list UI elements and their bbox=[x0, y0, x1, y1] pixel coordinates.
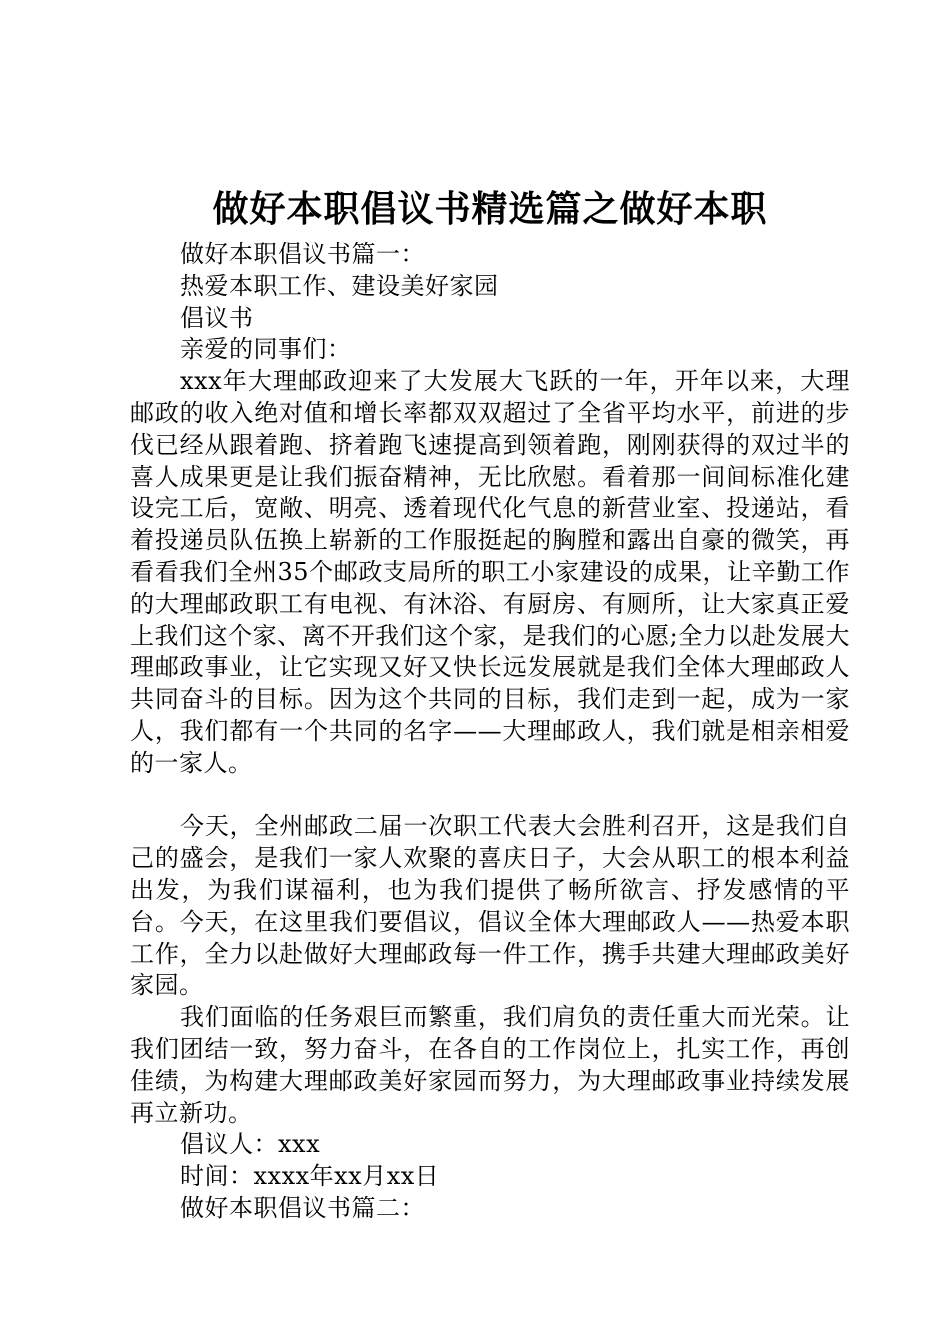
document-body bbox=[130, 239, 850, 1225]
section-heading-two: 做好本职倡议书篇二： bbox=[180, 1193, 425, 1222]
signatory: 倡议人：xxx bbox=[180, 1130, 321, 1159]
date-line: 时间：xxxx年xx月xx日 bbox=[180, 1162, 440, 1191]
document-title: 做好本职倡议书精选篇之做好本职 bbox=[212, 188, 768, 230]
letter-type: 倡议书 bbox=[180, 303, 254, 332]
body-paragraph: xxx年大理邮政迎来了大发展大飞跃的一年，开年以来，大理邮政的收入绝对值和增长率都双双超过了全省平均水平，前进的步伐已经从跟着跑、挤着跑飞速提高到领着跑，刚刚获得的双过半的喜人成果更是让我们振奋精神，无比欣慰。看着那一间间标准化建设完工后，宽敞、明亮、透着现代化气息的新营业室、投递站，看着投递员队伍换上崭新的工作服挺起的胸膛和露出自豪的微笑，再看看我们全州35个邮政支局所的职工小家建设的成果，让辛勤工作的大理邮政职工有电视、有沐浴、有厨房、有厕所，让大家真正爱上我们这个家、离不开我们这个家，是我们的心愿;全力以赴发展大理邮政事业，让它实现又好又快长远发展就是我们全体大理邮政人共同奋斗的目标。因为这个共同的目标，我们走到一起，成为一家人，我们都有一个共同的名字——大理邮政人，我们就是相亲相爱的一家人。 bbox=[130, 367, 850, 777]
subtitle: 热爱本职工作、建设美好家园 bbox=[180, 271, 499, 300]
body-paragraph: 我们面临的任务艰巨而繁重，我们肩负的责任重大而光荣。让我们团结一致，努力奋斗，在各自的工作岗位上，扎实工作，再创佳绩，为构建大理邮政美好家园而努力，为大理邮政事业持续发展再立新功。 bbox=[130, 1003, 850, 1127]
body-paragraph: 今天，全州邮政二届一次职工代表大会胜利召开，这是我们自己的盛会，是我们一家人欢聚的喜庆日子，大会从职工的根本利益出发，为我们谋福利，也为我们提供了畅所欲言、抒发感情的平台。今天，在这里我们要倡议，倡议全体大理邮政人——热爱本职工作，全力以赴做好大理邮政每一件工作，携手共建大理邮政美好家园。 bbox=[130, 812, 850, 1000]
section-heading-one: 做好本职倡议书篇一： bbox=[180, 240, 425, 268]
salutation: 亲爱的同事们： bbox=[180, 335, 352, 364]
document-page bbox=[130, 0, 850, 1344]
